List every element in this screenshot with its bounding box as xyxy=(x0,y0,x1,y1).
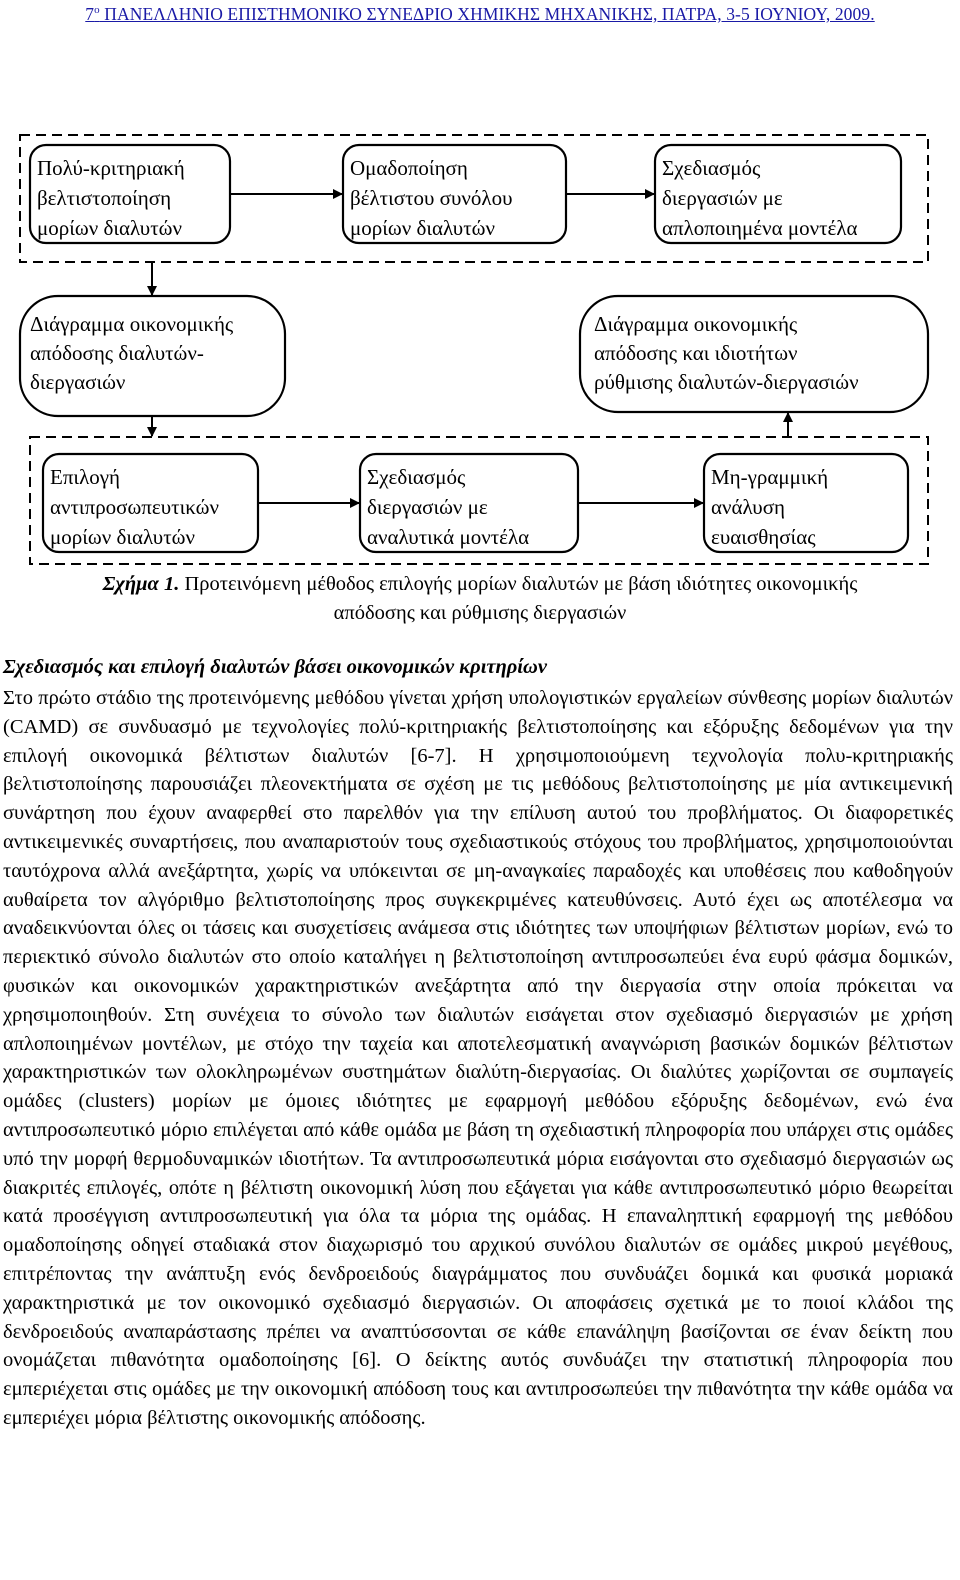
node-line: ευαισθησίας xyxy=(711,525,816,549)
node-grouping xyxy=(343,145,566,243)
header-ordinal: 7 xyxy=(85,4,95,24)
node-line: διεργασιών με xyxy=(662,186,783,210)
node-line: αναλυτικά μοντέλα xyxy=(367,525,530,549)
node-line: Διάγραμμα οικονομικής xyxy=(30,312,234,336)
node-design-analytical-models xyxy=(360,454,578,552)
node-selection xyxy=(43,454,258,552)
node-line: Σχεδιασμός xyxy=(367,465,466,489)
node-line: μορίων διαλυτών xyxy=(37,216,182,240)
section-body: Στο πρώτο στάδιο της προτεινόμενης μεθόδου γίνεται χρήση υπολογιστικών εργαλείων σύνθεσης μορίων διαλυτών (CAMD) σε συνδυασμό με τεχνολογίες πολύ-κριτηριακής βελτιστοποίησης και εξόρυξης δεδομένων για την επιλογή οικονομικά βέλτιστων διαλυτών [6-7]. Η χρησιμοποιούμενη τεχνολογία πολυ-κριτηριακής βελτιστοποίησης παρουσιάζει πλεονεκτήματα σε σχέση με τις μεθόδους βελτιστοποίησης με μία αντικειμενική συνάρτηση που έχουν αναφερθεί στο παρελθόν για την επίλυση αυτού του προβλήματος. Οι διαφορετικές αντικειμενικές συναρτήσεις, που αναπαριστούν τους σχεδιαστικούς στόχους του προβλήματος, χρησιμοποιούνται ταυτόχρονα αλλά ανεξάρτητα, χωρίς να υπόκεινται σε μη-αναγκαίες παραδοχές και υποθέσεις που καθοδηγούν αυθαίρετα τον αλγόριθμο βελτιστοποίησης προς συγκεκριμένες κατευθύνσεις. Αυτό έχει ως αποτέλεσμα να αναδεικνύονται όλες οι τάσεις και συσχετίσεις ανάμεσα στις ιδιότητες των υποψήφιων βέλτιστων μορίων, ενώ το περιεκτικό σύνολο διαλυτών στο οποίο καταλήγει η βελτιστοποίηση αντιπροσωπεύει ένα ευρύ φάσμα δομικών, φυσικών και οικονομικών χαρακτηριστικών ανεξάρτητα από την διεργασία στην οποία πρόκειται να χρησιμοποιηθούν. Στη συνέχεια το σύνολο των διαλυτών εισάγεται στον σχεδιασμό διεργασιών με χρήση απλοποιημένων μοντέλων, με στόχο την ταχεία και αποτελεσματική αναγνώριση βασικών δομικών βέλτιστων χαρακτηριστικών των ολοκληρωμένων συστημάτων διαλύτη-διεργασίας. Οι διαλύτες χωρίζονται σε συμπαγείς ομάδες (clusters) μορίων με όμοιες ιδιότητες με εφαρμογή μεθόδου εξόρυξης δεδομένων, ενώ ένα αντιπροσωπευτικό μόριο επιλέγεται από κάθε ομάδα με βάση τη σχεδιαστική πληροφορία που υπάρχει στις ομάδες υπό την μορφή θερμοδυναμικών ιδιοτήτων. Τα αντιπροσωπευτικά μόρια εισάγονται στο σχεδιασμό διεργασιών ως διακριτές επιλογές, οπότε η βέλτιστη οικονομική λύση που εξάγεται για κάθε αντιπροσωπευτικό μόριο θεωρείται κατά προσέγγιση αντιπροσωπευτική για όλα τα μόρια της ομάδας. Η επαναληπτική εφαρμογή της μεθόδου ομαδοποίησης οδηγεί σταδιακά στον διαχωρισμό του αρχικού συνόλου διαλυτών σε ομάδες μικρού μεγέθους, επιτρέποντας την ανάπτυξη ενός δενδροειδούς διαγράμματος που συνδυάζει δομικά και φυσικά μοριακά χαρακτηριστικά με τον οικονομικό σχεδιασμό διεργασιών. Οι αποφάσεις σχετικά με το ποιοί κλάδοι της δενδροειδούς αναπαράστασης πρέπει να αναπτύσσονται σε κάθε επανάληψη βασίζονται σε έναν δείκτη που ονομάζεται πιθανότητα ομαδοποίησης [6]. Ο δείκτης αυτός συνδυάζει την στατιστική πληροφορία που εμπεριέχεται στις ομάδες με την οικονομική απόδοση τους και αντιπροσωπεύει την πιθανότητα την κάθε ομάδα να εμπεριέχει μόρια βέλτιστης οικονομικής απόδοσης. xyxy=(3,687,953,1429)
node-line: ανάλυση xyxy=(711,495,786,519)
node-line: Πολύ-κριτηριακή xyxy=(37,156,185,180)
node-line: απλοποιημένα μοντέλα xyxy=(662,216,858,240)
node-line: Διάγραμμα οικονομικής xyxy=(594,312,798,336)
node-line: Μη-γραμμική xyxy=(711,465,829,489)
caption-line-1: Προτεινόμενη μέθοδος επιλογής μορίων διαλυτών με βάση ιδιότητες οικονομικής xyxy=(179,573,858,595)
node-line: Σχεδιασμός xyxy=(662,156,761,180)
header-ordinal-suffix: ο xyxy=(94,4,100,17)
node-line: αντιπροσωπευτικών xyxy=(50,495,219,519)
conference-header xyxy=(0,4,960,25)
node-line: Ομαδοποίηση xyxy=(350,156,468,180)
node-line: απόδοσης και ιδιοτήτων xyxy=(594,341,798,365)
node-line: ρύθμισης διαλυτών-διεργασιών xyxy=(594,370,859,394)
node-line: μορίων διαλυτών xyxy=(50,525,195,549)
node-line: διεργασιών xyxy=(30,370,126,394)
node-economic-control-diagram xyxy=(580,296,928,412)
header-text: ΠΑΝΕΛΛΗΝΙΟ ΕΠΙΣΤΗΜΟΝΙΚΟ ΣΥΝΕΔΡΙΟ ΧΗΜΙΚΗΣ ΜΗΧΑΝΙΚΗΣ, ΠΑΤΡΑ, 3-5 ΙΟΥΝΙΟΥ, 2009. xyxy=(99,4,875,24)
methodology-flowchart xyxy=(0,120,960,565)
node-multi-criteria-optimization xyxy=(30,145,230,243)
node-economic-diagram xyxy=(20,296,285,416)
node-line: βέλτιστου συνόλου xyxy=(350,186,513,210)
node-line: Επιλογή xyxy=(50,465,121,489)
node-design-simplified-models xyxy=(655,145,901,243)
caption-line-2: απόδοσης και ρύθμισης διεργασιών xyxy=(333,602,627,624)
node-line: μορίων διαλυτών xyxy=(350,216,495,240)
section-title: Σχεδιασμός και επιλογή διαλυτών βάσει οικονομικών κριτηρίων xyxy=(3,656,547,678)
node-line: βελτιστοποίηση xyxy=(37,186,172,210)
figure-caption xyxy=(0,570,960,628)
figure-label: Σχήμα 1. xyxy=(102,573,180,595)
node-line: απόδοσης διαλυτών- xyxy=(30,341,204,365)
node-line: διεργασιών με xyxy=(367,495,488,519)
node-sensitivity-analysis xyxy=(704,454,908,552)
